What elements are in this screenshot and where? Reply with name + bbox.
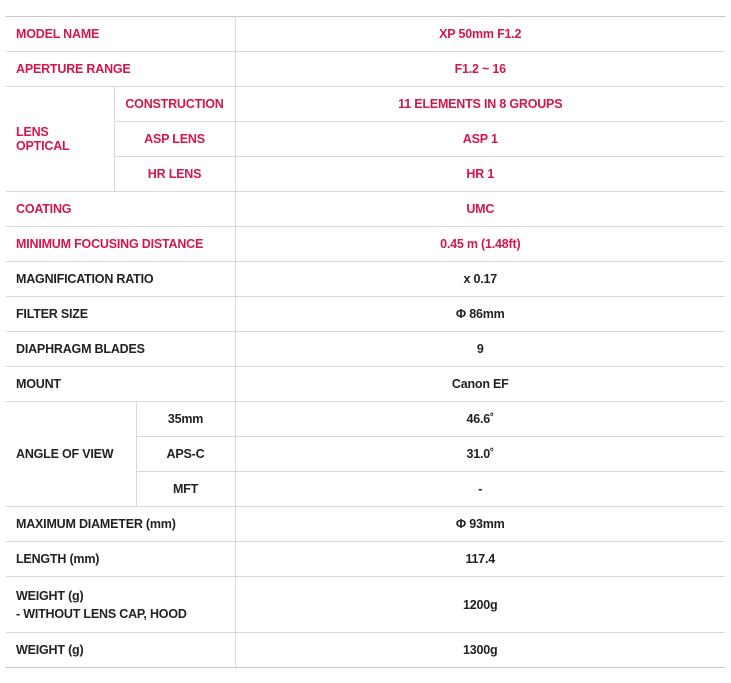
label-construction: CONSTRUCTION: [114, 87, 235, 122]
label-min-focus: MINIMUM FOCUSING DISTANCE: [6, 227, 235, 262]
label-max-diameter: MAXIMUM DIAMETER (mm): [6, 507, 235, 542]
label-aov-apsc: APS-C: [136, 437, 235, 472]
label-length: LENGTH (mm): [6, 542, 235, 577]
value-aov-mft: -: [235, 472, 725, 507]
label-mount: MOUNT: [6, 367, 235, 402]
label-hr-lens: HR LENS: [114, 157, 235, 192]
row-aov-35mm: [6, 402, 725, 437]
value-hr-lens: HR 1: [235, 157, 725, 192]
value-magnification: x 0.17: [235, 262, 725, 297]
row-model-name: [6, 17, 725, 52]
label-angle-of-view: ANGLE OF VIEW: [6, 402, 136, 507]
value-max-diameter: Φ 93mm: [235, 507, 725, 542]
row-hr-lens: [6, 157, 725, 192]
value-aperture-range: F1.2 ~ 16: [235, 52, 725, 87]
label-weight: WEIGHT (g): [6, 633, 235, 668]
row-coating: [6, 192, 725, 227]
row-diaphragm: [6, 332, 725, 367]
row-length: [6, 542, 725, 577]
value-asp-lens: ASP 1: [235, 122, 725, 157]
lens-spec-table: [6, 16, 725, 668]
row-filter-size: [6, 297, 725, 332]
value-weight-no-cap: 1200g: [235, 577, 725, 633]
label-model-name: MODEL NAME: [6, 17, 235, 52]
row-min-focus: [6, 227, 725, 262]
row-aperture-range: [6, 52, 725, 87]
value-aov-apsc: 31.0˚: [235, 437, 725, 472]
value-min-focus: 0.45 m (1.48ft): [235, 227, 725, 262]
value-diaphragm: 9: [235, 332, 725, 367]
row-weight-no-cap: [6, 577, 725, 633]
label-weight-no-cap-line2: - WITHOUT LENS CAP, HOOD: [16, 606, 187, 621]
value-model-name: XP 50mm F1.2: [235, 17, 725, 52]
value-construction: 11 ELEMENTS IN 8 GROUPS: [235, 87, 725, 122]
value-length: 117.4: [235, 542, 725, 577]
label-lens-optical: LENS OPTICAL: [6, 87, 114, 192]
row-magnification: [6, 262, 725, 297]
label-aov-mft: MFT: [136, 472, 235, 507]
value-filter-size: Φ 86mm: [235, 297, 725, 332]
value-mount: Canon EF: [235, 367, 725, 402]
label-aov-35mm: 35mm: [136, 402, 235, 437]
value-aov-35mm: 46.6˚: [235, 402, 725, 437]
label-diaphragm: DIAPHRAGM BLADES: [6, 332, 235, 367]
label-filter-size: FILTER SIZE: [6, 297, 235, 332]
row-max-diameter: [6, 507, 725, 542]
label-weight-no-cap-line1: WEIGHT (g): [16, 588, 84, 603]
value-coating: UMC: [235, 192, 725, 227]
value-weight: 1300g: [235, 633, 725, 668]
label-coating: COATING: [6, 192, 235, 227]
label-magnification: MAGNIFICATION RATIO: [6, 262, 235, 297]
label-asp-lens: ASP LENS: [114, 122, 235, 157]
label-aperture-range: APERTURE RANGE: [6, 52, 235, 87]
row-construction: [6, 87, 725, 122]
row-asp-lens: [6, 122, 725, 157]
row-mount: [6, 367, 725, 402]
label-weight-no-cap: [6, 577, 235, 633]
row-weight: [6, 633, 725, 668]
